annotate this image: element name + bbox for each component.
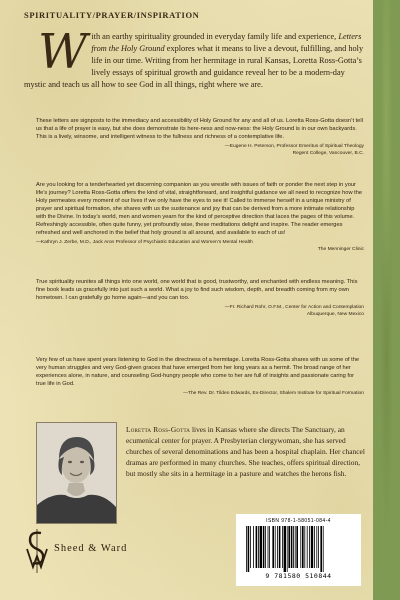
endorsement-1 — [36, 117, 364, 157]
endorsement-attribution — [36, 239, 364, 253]
attribution-line: —Fr. Richard Rohr, O.F.M., Center for Action and Contemplation — [224, 305, 364, 310]
author-photo — [36, 422, 117, 524]
intro-text-b: explores what it means to live a devout, fulfilling, and holy life in our time. Writing from her hermitage in rural Kansas, Loretta Ross-Gotta’s lively essays of spiritual growth and guidance reveal her to be a modern-day mystic and teach us all how to see God in all things, right where we are. — [24, 44, 364, 89]
publisher-logo — [24, 527, 174, 577]
author-portrait-image — [37, 423, 116, 523]
attribution-line: Albuquerque, New Mexico — [306, 312, 364, 317]
intro-text-a: ith an earthy spirituality grounded in everyday family life and experience, — [91, 32, 339, 41]
endorsement-2 — [36, 181, 364, 253]
author-bio-text: lives in Kansas where she directs The Sanctuary, an ecumenical center for prayer. A Presbyterian clergywoman, she has served churches of several denominations and has been a hospital chaplain. Her chancel dramas are performed in many churches. She teaches, offers spiritual direction, but mostly she sits in a hermitage in a pasture and watches the herons fish. — [126, 425, 365, 478]
endorsement-text: These letters are signposts to the immediacy and accessibility of Holy Ground for any and all of us. Loretta Ross-Gotta doesn’t tell us that a life of prayer is easy, but she does demonstrate its here-ness and now-ness: the Holy Ground is in our own backyards. This is a lively, winsome, and intelligent witness to the fullness and richness of a contemplative life. — [36, 118, 363, 140]
author-bio — [126, 424, 366, 479]
publisher-name: Sheed & Ward — [54, 543, 128, 554]
intro-paragraph — [24, 24, 364, 91]
author-name: Loretta Ross-Gotta — [126, 425, 191, 434]
barcode-digits: 9 781580 510844 — [265, 572, 332, 580]
barcode-panel — [236, 514, 361, 586]
endorsement-text: Very few of us have spent years listening to God in the directness of a hermitage. Loretta Ross-Gotta shares with us some of the very human struggles and very God-given graces that have emerged from her long years as a hermit. The broad range of her experiences alone, in nature, and counseling God-hungry people who come to her are full of insights and passionate caring for true life in God. — [36, 357, 360, 387]
endorsement-3 — [36, 278, 364, 318]
attribution-line: —Kathryn J. Zerbe, M.D., Jack Aron Professor of Psychiatric Education and Women’s Mental Health — [36, 240, 253, 245]
green-edge-band — [373, 0, 400, 600]
attribution-line: —Eugene H. Peterson, Professor Emeritus of Spiritual Theology — [224, 144, 364, 149]
barcode-icon — [246, 526, 351, 572]
endorsement-attribution — [36, 143, 364, 157]
endorsement-attribution — [36, 390, 364, 397]
attribution-line: —The Rev. Dr. Tilden Edwards, Ex-Director, Shalem Institute for Spiritual Formation — [183, 391, 364, 396]
attribution-line: The Menninger Clinic — [317, 247, 364, 252]
attribution-line: Regent College, Vancouver, B.C. — [292, 151, 364, 156]
intro-book-title: Letters from the Holy Ground — [91, 32, 362, 53]
endorsement-text: True spirituality reunites all things into one world, one world that is good, trustworthy, and enchanted with endless meaning. This fine book leads us gracefully into just such a world. What a joy to find such wisdom, depth, and breadth coming from my own hometown. I can gratefully go home again—and you can too. — [36, 279, 358, 301]
isbn-text: ISBN 978-1-58051-084-4 — [266, 518, 331, 524]
category-label: SPIRITUALITY/PRAYER/INSPIRATION — [24, 10, 200, 20]
endorsement-attribution — [36, 304, 364, 318]
drop-cap: W — [38, 24, 88, 80]
publisher-emblem-icon — [24, 527, 50, 575]
endorsement-4 — [36, 356, 364, 397]
endorsement-text: Are you looking for a tenderhearted yet discerning companion as you wrestle with issues of faith or ponder the next step in your life’s journey? Loretta Ross-Gotta offers the kind of vital, straightforward, and insightful guidance we all need to recognize how the Holy permeates every moment of our lives if we only have the eyes to see it! Called to immerse herself in a unique ministry of prayer and spiritual formation, she shares with us the sustenance and joy that can be derived from a more intimate relationship with the Divine. In today’s world, men and women yearn for the kind of perceptive direction that laces the pages of this volume. Refreshingly accessible, often quite funny, yet profoundly wise, these meditations delight and inspire. The reader emerges refreshed and well anchored in the belief that holy ground is all around, and available to each of us! — [36, 182, 363, 236]
